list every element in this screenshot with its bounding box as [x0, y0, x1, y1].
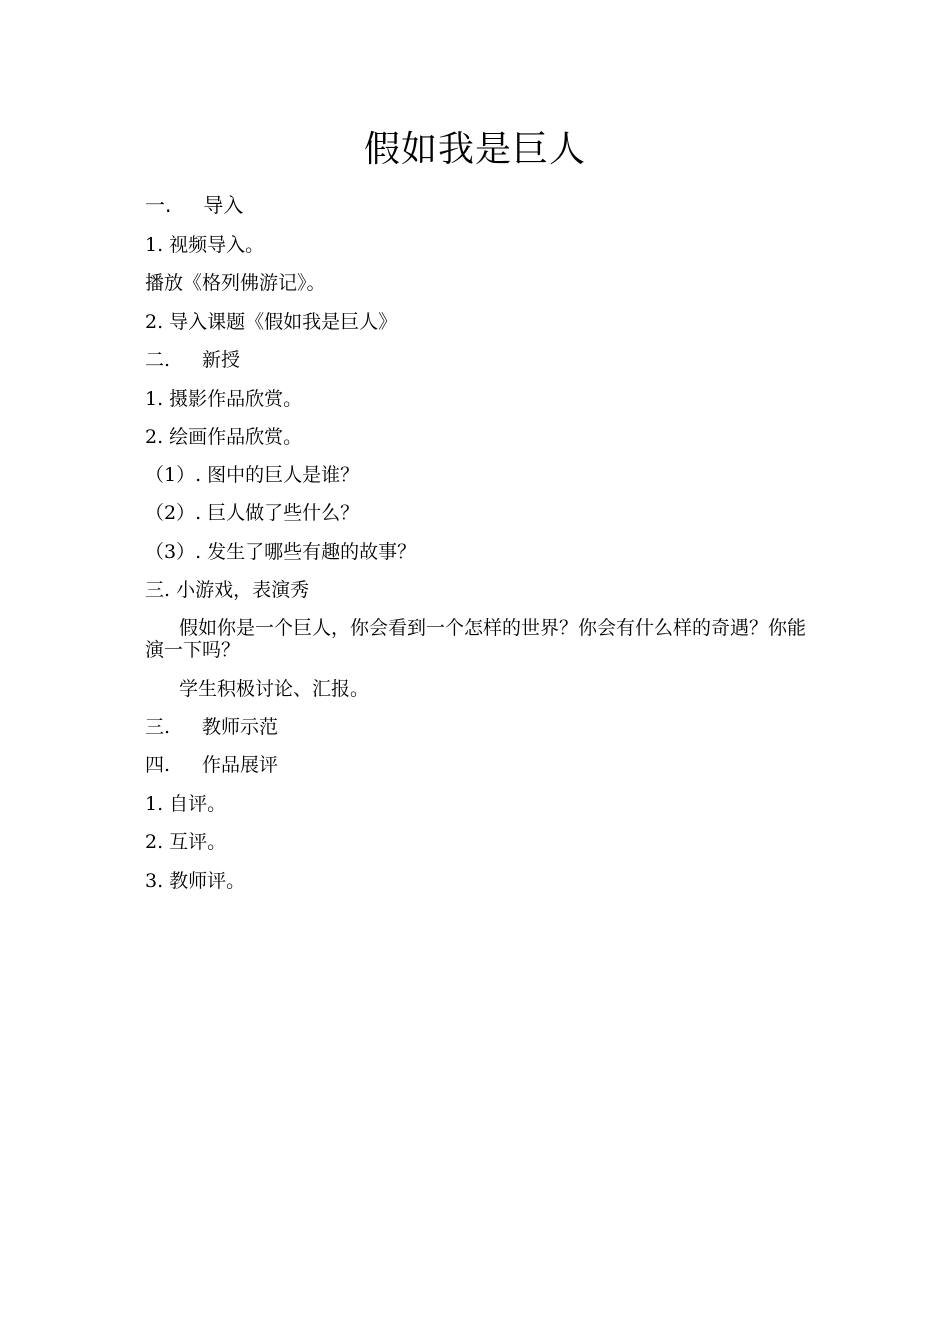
section-heading-demo [145, 715, 278, 739]
section-title: 教师示范 [202, 716, 279, 738]
list-item: 1. 摄影作品欣赏。 [145, 388, 303, 410]
list-item: 1. 视频导入。 [145, 234, 265, 256]
list-item: 1. 自评。 [145, 793, 227, 815]
list-item: 3. 教师评。 [145, 870, 246, 892]
page-title: 假如我是巨人 [363, 129, 586, 170]
question-item: （1）. 图中的巨人是谁？ [145, 464, 360, 486]
list-item: 2. 绘画作品欣赏。 [145, 426, 303, 448]
section-heading-intro [145, 193, 243, 217]
section-number: 四. [145, 754, 171, 776]
section-number: 二. [145, 349, 171, 371]
section-heading-review [145, 753, 278, 777]
paragraph: 假如你是一个巨人，你会看到一个怎样的世界？你会有什么样的奇遇？你能演一下吗？ [145, 617, 807, 661]
section-title: 新授 [202, 349, 241, 371]
list-item: 2. 导入课题《假如我是巨人》 [145, 311, 398, 333]
section-heading-game: 三. 小游戏，表演秀 [145, 579, 310, 601]
question-item: （2）. 巨人做了些什么？ [145, 502, 360, 524]
section-number: 三. [145, 716, 171, 738]
paragraph-note: 学生积极讨论、汇报。 [179, 678, 370, 700]
section-heading-new [145, 348, 240, 372]
section-title: 作品展评 [202, 754, 279, 776]
question-item: （3）. 发生了哪些有趣的故事？ [145, 541, 417, 563]
list-item: 2. 互评。 [145, 831, 227, 853]
list-item: 播放《格列佛游记》。 [145, 272, 326, 294]
section-title: 导入 [203, 193, 244, 217]
section-number: 一. [145, 193, 172, 217]
